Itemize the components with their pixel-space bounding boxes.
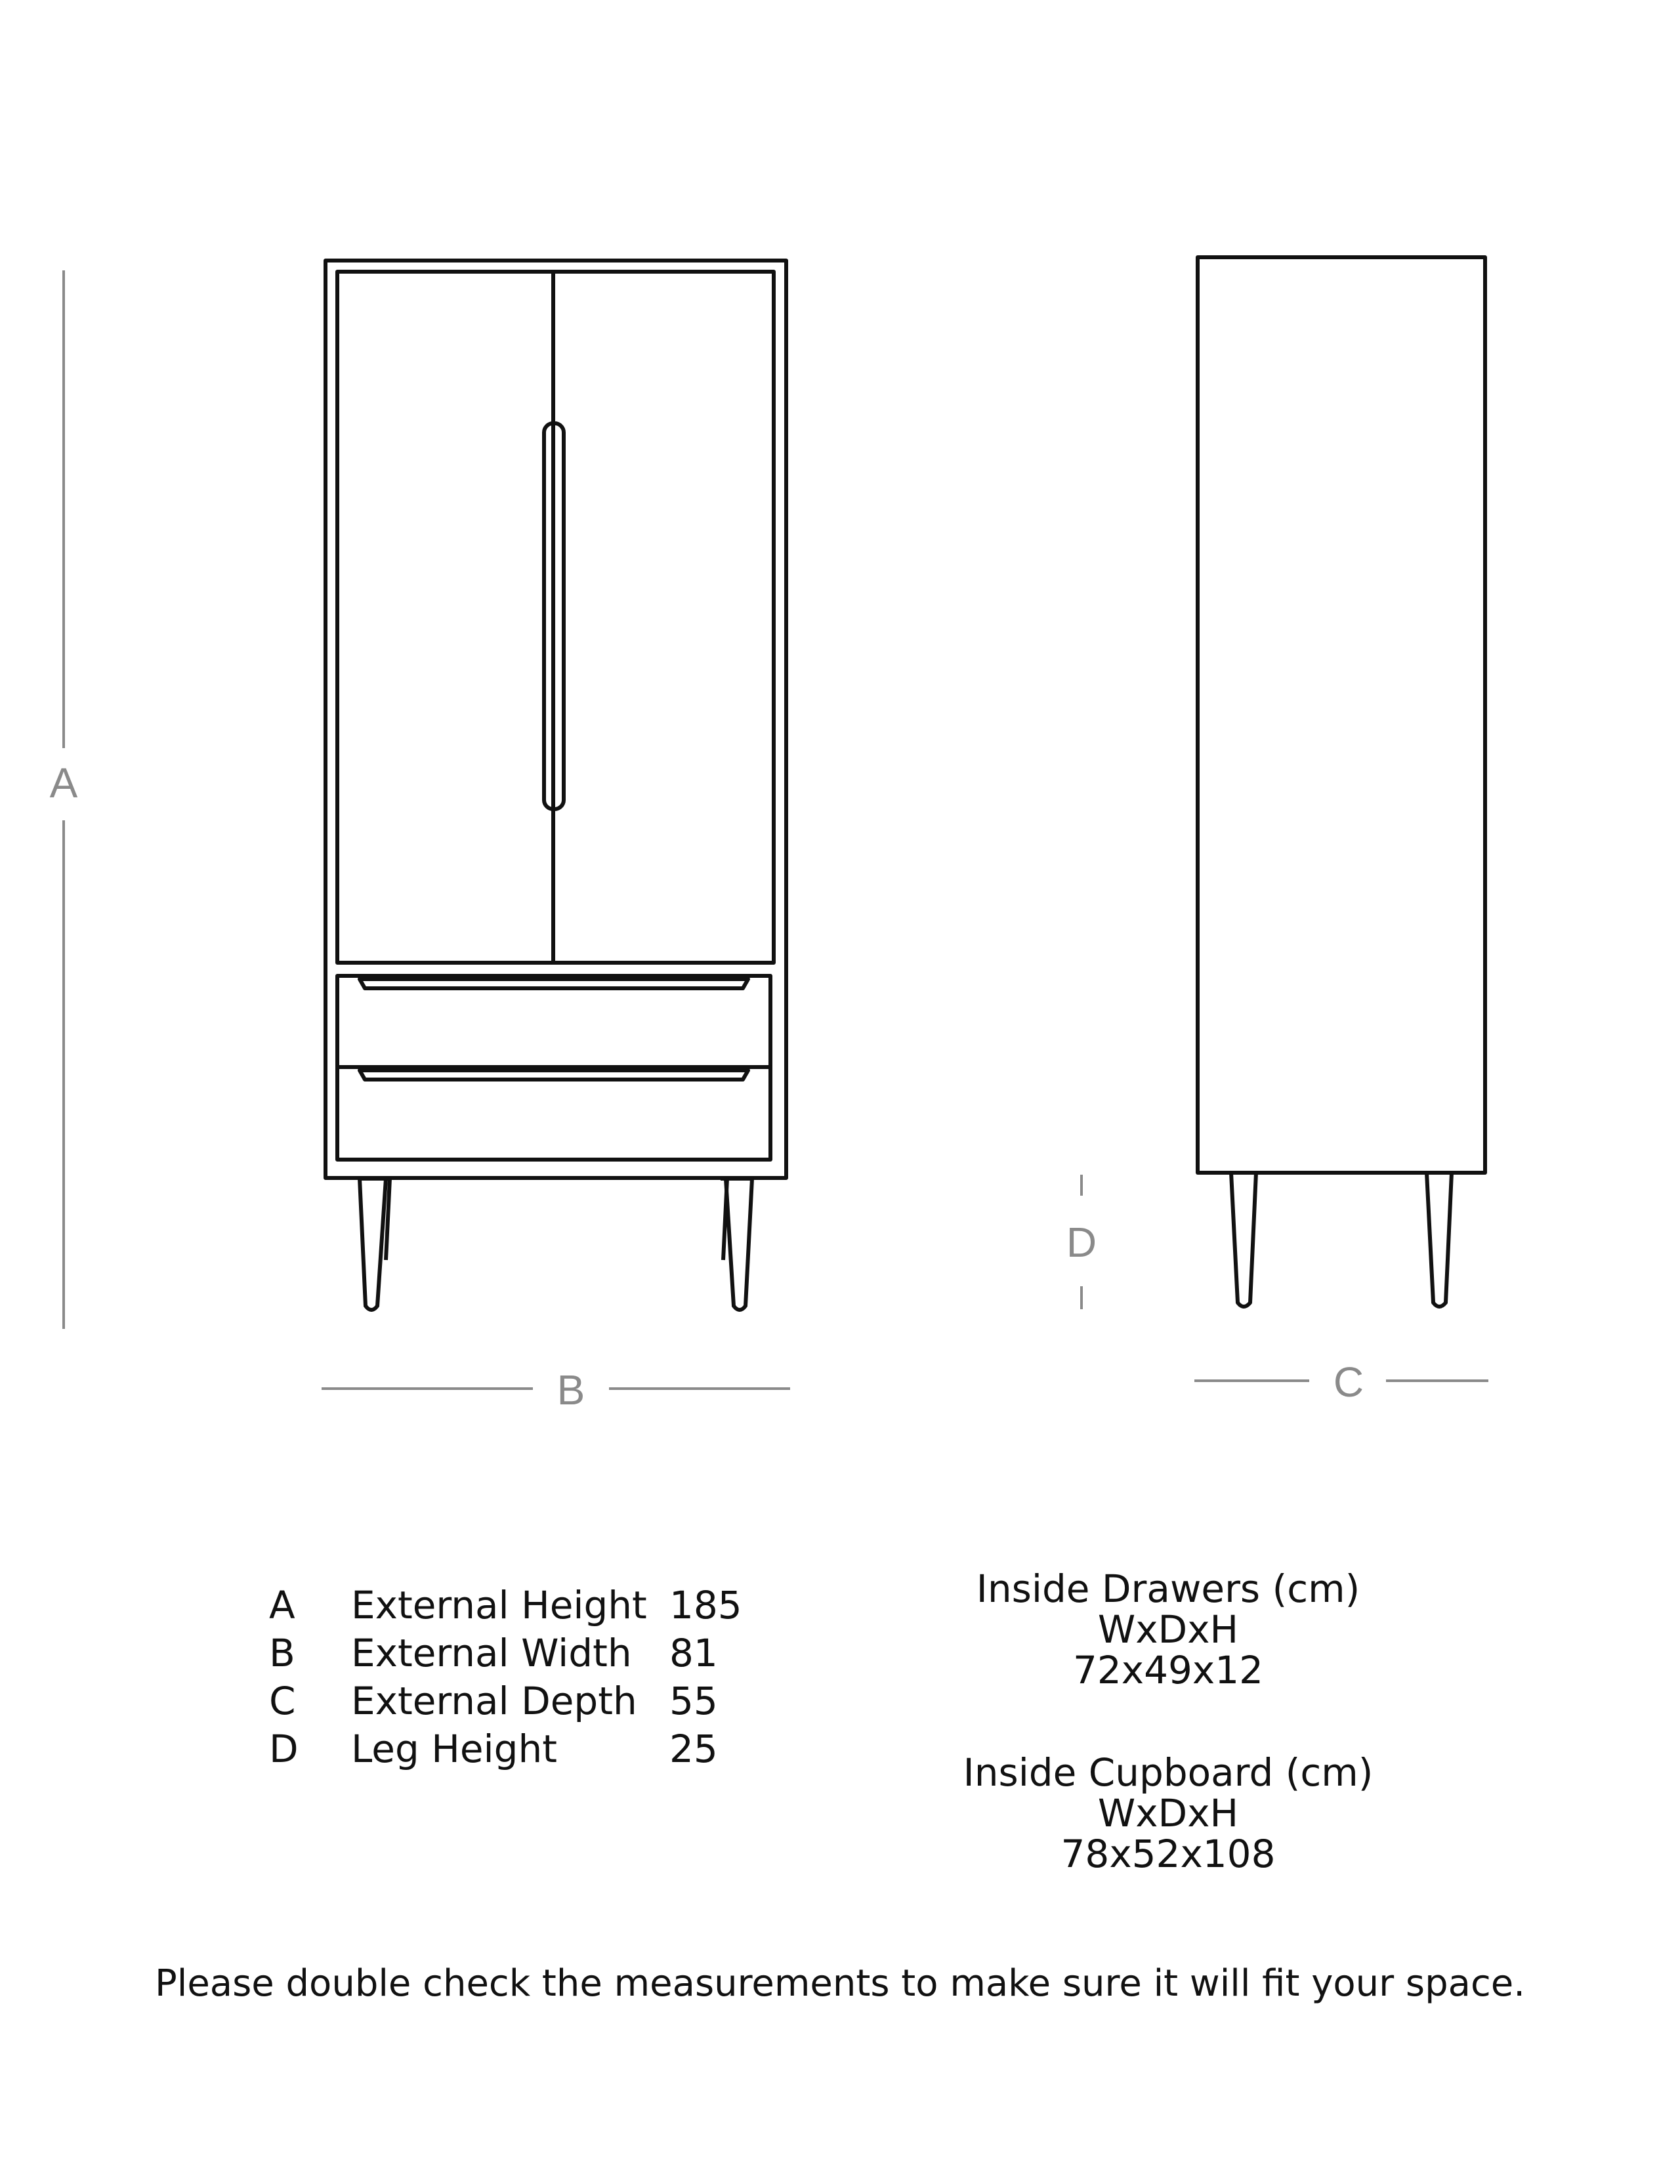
spec-label: External Height: [351, 1583, 647, 1628]
dimension-d-label: D: [1066, 1219, 1097, 1266]
spec-value: 25: [669, 1727, 718, 1771]
front-leg-left: [360, 1179, 386, 1310]
spec-row-depth: [269, 1677, 768, 1725]
dimension-c-label: C: [1333, 1358, 1364, 1406]
spec-label: External Width: [351, 1631, 632, 1675]
inside-cupboard-value: 78x52x108: [1060, 1832, 1276, 1876]
front-view: [326, 261, 786, 1310]
drawer-bottom-handle: [360, 1070, 748, 1080]
side-view: [1198, 257, 1485, 1307]
inside-drawers-title: Inside Drawers (cm): [976, 1566, 1360, 1611]
spec-row-width: [269, 1629, 768, 1677]
inside-drawers-value: 72x49x12: [1072, 1648, 1264, 1692]
left-door: [337, 272, 553, 963]
spec-value: 81: [669, 1631, 718, 1675]
spec-value: 185: [669, 1583, 742, 1628]
spec-row-height: [269, 1582, 768, 1629]
spec-label: External Depth: [351, 1679, 637, 1723]
specs-table: [269, 1582, 768, 1773]
inside-cupboard-format: WxDxH: [1097, 1791, 1239, 1836]
front-carcass: [326, 261, 786, 1178]
inside-drawers-format: WxDxH: [1097, 1607, 1239, 1652]
spec-key: B: [269, 1631, 295, 1675]
side-carcass: [1198, 257, 1485, 1173]
side-leg-left: [1231, 1173, 1256, 1307]
spec-row-leg-height: [269, 1725, 768, 1773]
inside-cupboard-block: [919, 1752, 1418, 1874]
right-door: [553, 272, 774, 963]
inside-cupboard-title: Inside Cupboard (cm): [963, 1750, 1374, 1795]
dimension-a-label: A: [49, 759, 78, 807]
front-leg-right-back: [721, 1179, 727, 1260]
measurement-footnote: Please double check the measurements to make sure it will fit your space.: [154, 1962, 1526, 2005]
side-leg-right: [1427, 1173, 1452, 1307]
spec-key: D: [269, 1727, 299, 1771]
spec-value: 55: [669, 1679, 718, 1723]
front-leg-right: [726, 1179, 752, 1310]
spec-key: C: [269, 1679, 296, 1723]
spec-key: A: [269, 1583, 295, 1628]
dimension-b-label: B: [556, 1366, 585, 1414]
spec-label: Leg Height: [351, 1727, 557, 1771]
inside-drawers-block: [919, 1568, 1418, 1690]
drawer-top-handle: [360, 979, 748, 988]
